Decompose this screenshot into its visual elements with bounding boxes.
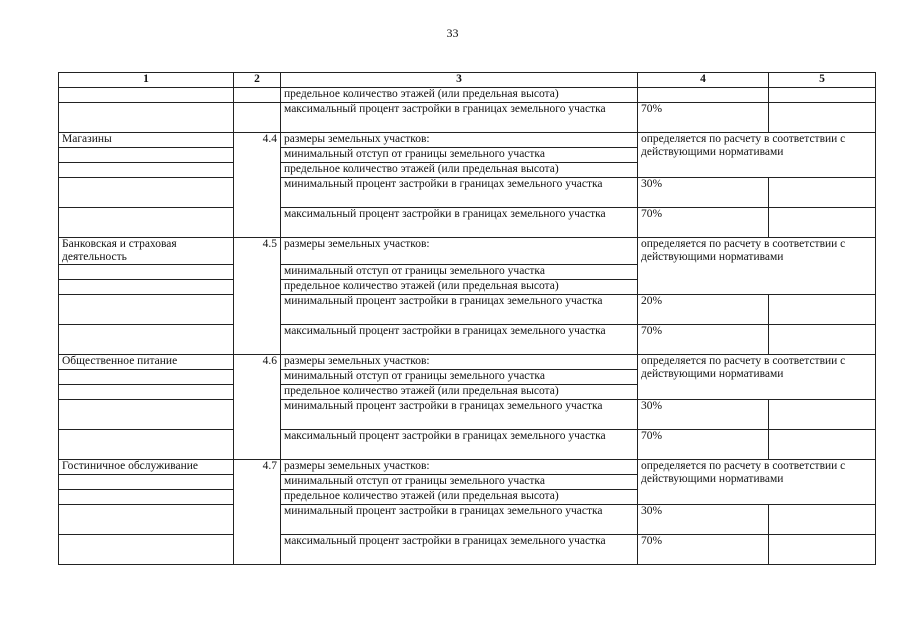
- param-cell: максимальный процент застройки в границах земельного участка: [281, 103, 638, 133]
- value-cell: 30%: [638, 178, 769, 208]
- header-col-1: 1: [59, 73, 234, 88]
- param-cell: минимальный процент застройки в границах земельного участка: [281, 178, 638, 208]
- param-cell: минимальный отступ от границы земельного участка: [281, 265, 638, 280]
- shared-value-cell: определяется по расчету в соответствии с действующими нормативами: [638, 133, 876, 178]
- param-cell: предельное количество этажей (или предельная высота): [281, 163, 638, 178]
- table-row: [59, 460, 876, 475]
- shared-value-cell: определяется по расчету в соответствии с действующими нормативами: [638, 355, 876, 400]
- table-row: [59, 325, 876, 355]
- header-col-2: 2: [234, 73, 281, 88]
- table-row: [59, 400, 876, 430]
- header-col-5: 5: [769, 73, 876, 88]
- param-cell: минимальный процент застройки в границах земельного участка: [281, 295, 638, 325]
- table-row: [59, 505, 876, 535]
- table-row: [59, 430, 876, 460]
- header-row: [59, 73, 876, 88]
- value-cell: 70%: [638, 535, 769, 565]
- table-row: [59, 238, 876, 265]
- param-cell: размеры земельных участков:: [281, 238, 638, 265]
- value-cell: 70%: [638, 430, 769, 460]
- param-cell: максимальный процент застройки в границах земельного участка: [281, 430, 638, 460]
- table-row: [59, 178, 876, 208]
- header-col-3: 3: [281, 73, 638, 88]
- land-use-name: Гостиничное обслуживание: [59, 460, 234, 475]
- param-cell: размеры земельных участков:: [281, 133, 638, 148]
- page-number: 33: [446, 26, 459, 40]
- param-cell: максимальный процент застройки в границах земельного участка: [281, 535, 638, 565]
- param-cell: минимальный отступ от границы земельного участка: [281, 475, 638, 490]
- value-cell: 70%: [638, 103, 769, 133]
- land-use-code: 4.5: [234, 238, 281, 355]
- param-cell: минимальный отступ от границы земельного участка: [281, 148, 638, 163]
- value-cell: 30%: [638, 400, 769, 430]
- value-cell: 30%: [638, 505, 769, 535]
- value-cell: 70%: [638, 325, 769, 355]
- param-cell: максимальный процент застройки в границах земельного участка: [281, 325, 638, 355]
- param-cell: минимальный отступ от границы земельного участка: [281, 370, 638, 385]
- param-cell: минимальный процент застройки в границах земельного участка: [281, 400, 638, 430]
- land-use-code: 4.4: [234, 133, 281, 238]
- table-row: [59, 355, 876, 370]
- value-cell: 20%: [638, 295, 769, 325]
- table-row: [59, 208, 876, 238]
- table-row: [59, 133, 876, 148]
- table-row: [59, 103, 876, 133]
- param-cell: предельное количество этажей (или предельная высота): [281, 385, 638, 400]
- param-cell: предельное количество этажей (или предельная высота): [281, 88, 638, 103]
- land-use-code: 4.7: [234, 460, 281, 565]
- param-cell: минимальный процент застройки в границах земельного участка: [281, 505, 638, 535]
- table-row: [59, 535, 876, 565]
- value-cell: 70%: [638, 208, 769, 238]
- param-cell: предельное количество этажей (или предельная высота): [281, 280, 638, 295]
- table-row: [59, 295, 876, 325]
- param-cell: размеры земельных участков:: [281, 460, 638, 475]
- land-use-name: Магазины: [59, 133, 234, 148]
- table-row: [59, 88, 876, 103]
- land-use-name: Общественное питание: [59, 355, 234, 370]
- param-cell: предельное количество этажей (или предельная высота): [281, 490, 638, 505]
- param-cell: максимальный процент застройки в границах земельного участка: [281, 208, 638, 238]
- land-use-name: Банковская и страховая деятельность: [59, 238, 234, 265]
- shared-value-cell: определяется по расчету в соответствии с действующими нормативами: [638, 238, 876, 295]
- param-cell: размеры земельных участков:: [281, 355, 638, 370]
- land-use-code: 4.6: [234, 355, 281, 460]
- regulations-table: [58, 72, 876, 565]
- shared-value-cell: определяется по расчету в соответствии с действующими нормативами: [638, 460, 876, 505]
- header-col-4: 4: [638, 73, 769, 88]
